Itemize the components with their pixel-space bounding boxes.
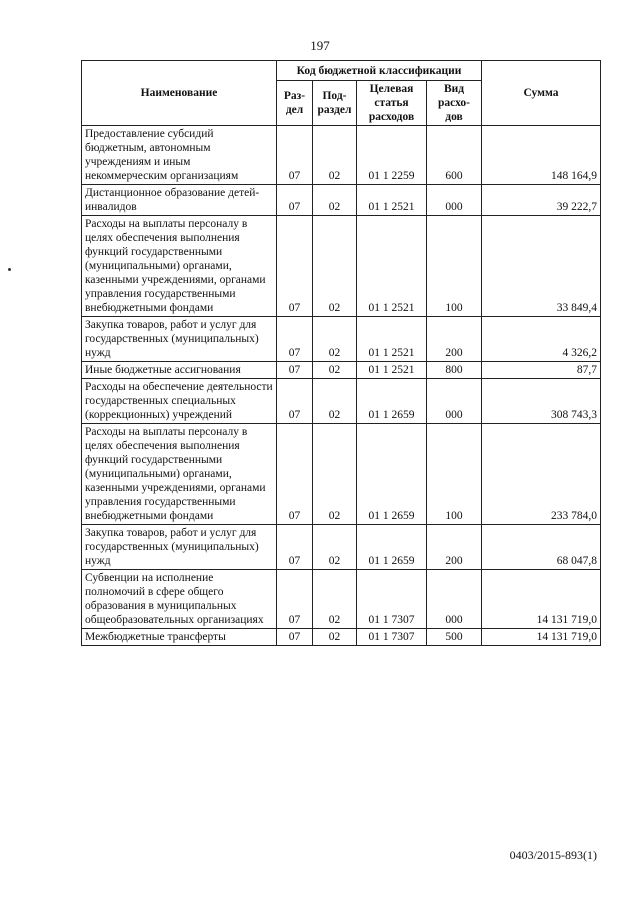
table-row: [82, 317, 601, 362]
cell-razdel: 07: [277, 216, 313, 317]
cell-razdel: 07: [277, 185, 313, 216]
cell-name: Расходы на выплаты персоналу в целях обеспечения выполнения функций государственными (муниципальными) органами, казенными учреждениями, органами управления государственными внебюджетными фондами: [82, 424, 277, 525]
cell-razdel: 07: [277, 379, 313, 424]
cell-name: Предоставление субсидий бюджетным, автономным учреждениям и иным некоммерческим организациям: [82, 126, 277, 185]
cell-sum: 39 222,7: [482, 185, 601, 216]
cell-target: 01 1 2659: [357, 525, 427, 570]
cell-sum: 14 131 719,0: [482, 629, 601, 646]
header-target: Целевая статья расходов: [357, 81, 427, 126]
cell-name: Закупка товаров, работ и услуг для государственных (муниципальных) нужд: [82, 317, 277, 362]
header-sum: Сумма: [482, 61, 601, 126]
cell-vid: 600: [427, 126, 482, 185]
cell-target: 01 1 2259: [357, 126, 427, 185]
header-razdel: Раз-дел: [277, 81, 313, 126]
budget-table: [81, 60, 601, 646]
table-row: [82, 629, 601, 646]
cell-podrazdel: 02: [313, 216, 357, 317]
cell-target: 01 1 2659: [357, 379, 427, 424]
cell-vid: 000: [427, 185, 482, 216]
cell-sum: 33 849,4: [482, 216, 601, 317]
table-body: [82, 126, 601, 646]
cell-podrazdel: 02: [313, 525, 357, 570]
cell-razdel: 07: [277, 126, 313, 185]
cell-vid: 200: [427, 525, 482, 570]
cell-vid: 200: [427, 317, 482, 362]
cell-sum: 308 743,3: [482, 379, 601, 424]
cell-target: 01 1 2521: [357, 317, 427, 362]
document-code: 0403/2015-893(1): [509, 848, 597, 862]
table-row: [82, 185, 601, 216]
cell-vid: 000: [427, 570, 482, 629]
cell-sum: 14 131 719,0: [482, 570, 601, 629]
cell-podrazdel: 02: [313, 185, 357, 216]
cell-name: Расходы на обеспечение деятельности государственных специальных (коррекционных) учреждений: [82, 379, 277, 424]
cell-name: Закупка товаров, работ и услуг для государственных (муниципальных) нужд: [82, 525, 277, 570]
table-row: [82, 525, 601, 570]
cell-name: Расходы на выплаты персоналу в целях обеспечения выполнения функций государственными (муниципальными) органами, казенными учреждениями, органами управления государственными внебюджетными фондами: [82, 216, 277, 317]
table-row: [82, 570, 601, 629]
cell-name: Иные бюджетные ассигнования: [82, 362, 277, 379]
cell-razdel: 07: [277, 317, 313, 362]
table-row: [82, 379, 601, 424]
cell-target: 01 1 7307: [357, 570, 427, 629]
cell-sum: 87,7: [482, 362, 601, 379]
table-row: [82, 362, 601, 379]
cell-razdel: 07: [277, 570, 313, 629]
cell-vid: 100: [427, 424, 482, 525]
cell-sum: 233 784,0: [482, 424, 601, 525]
cell-razdel: 07: [277, 424, 313, 525]
cell-vid: 000: [427, 379, 482, 424]
header-code-group: Код бюджетной классификации: [277, 61, 482, 81]
cell-target: 01 1 2521: [357, 362, 427, 379]
cell-name: Субвенции на исполнение полномочий в сфере общего образования в муниципальных общеобразовательных организациях: [82, 570, 277, 629]
cell-sum: 148 164,9: [482, 126, 601, 185]
cell-razdel: 07: [277, 525, 313, 570]
cell-razdel: 07: [277, 629, 313, 646]
table-row: [82, 126, 601, 185]
cell-sum: 68 047,8: [482, 525, 601, 570]
header-vid: Вид расхо-дов: [427, 81, 482, 126]
cell-name: Межбюджетные трансферты: [82, 629, 277, 646]
header-podrazdel: Под-раздел: [313, 81, 357, 126]
cell-podrazdel: 02: [313, 362, 357, 379]
cell-target: 01 1 7307: [357, 629, 427, 646]
header-name: Наименование: [82, 61, 277, 126]
cell-podrazdel: 02: [313, 379, 357, 424]
cell-podrazdel: 02: [313, 424, 357, 525]
table-row: [82, 216, 601, 317]
cell-podrazdel: 02: [313, 570, 357, 629]
cell-vid: 500: [427, 629, 482, 646]
scan-dot-mark: [8, 268, 11, 271]
cell-razdel: 07: [277, 362, 313, 379]
cell-name: Дистанционное образование детей-инвалидов: [82, 185, 277, 216]
cell-target: 01 1 2521: [357, 185, 427, 216]
cell-vid: 100: [427, 216, 482, 317]
cell-target: 01 1 2521: [357, 216, 427, 317]
table-header: [82, 61, 601, 126]
cell-sum: 4 326,2: [482, 317, 601, 362]
page-number: 197: [310, 38, 330, 53]
cell-podrazdel: 02: [313, 317, 357, 362]
cell-target: 01 1 2659: [357, 424, 427, 525]
table-row: [82, 424, 601, 525]
cell-podrazdel: 02: [313, 126, 357, 185]
cell-podrazdel: 02: [313, 629, 357, 646]
cell-vid: 800: [427, 362, 482, 379]
